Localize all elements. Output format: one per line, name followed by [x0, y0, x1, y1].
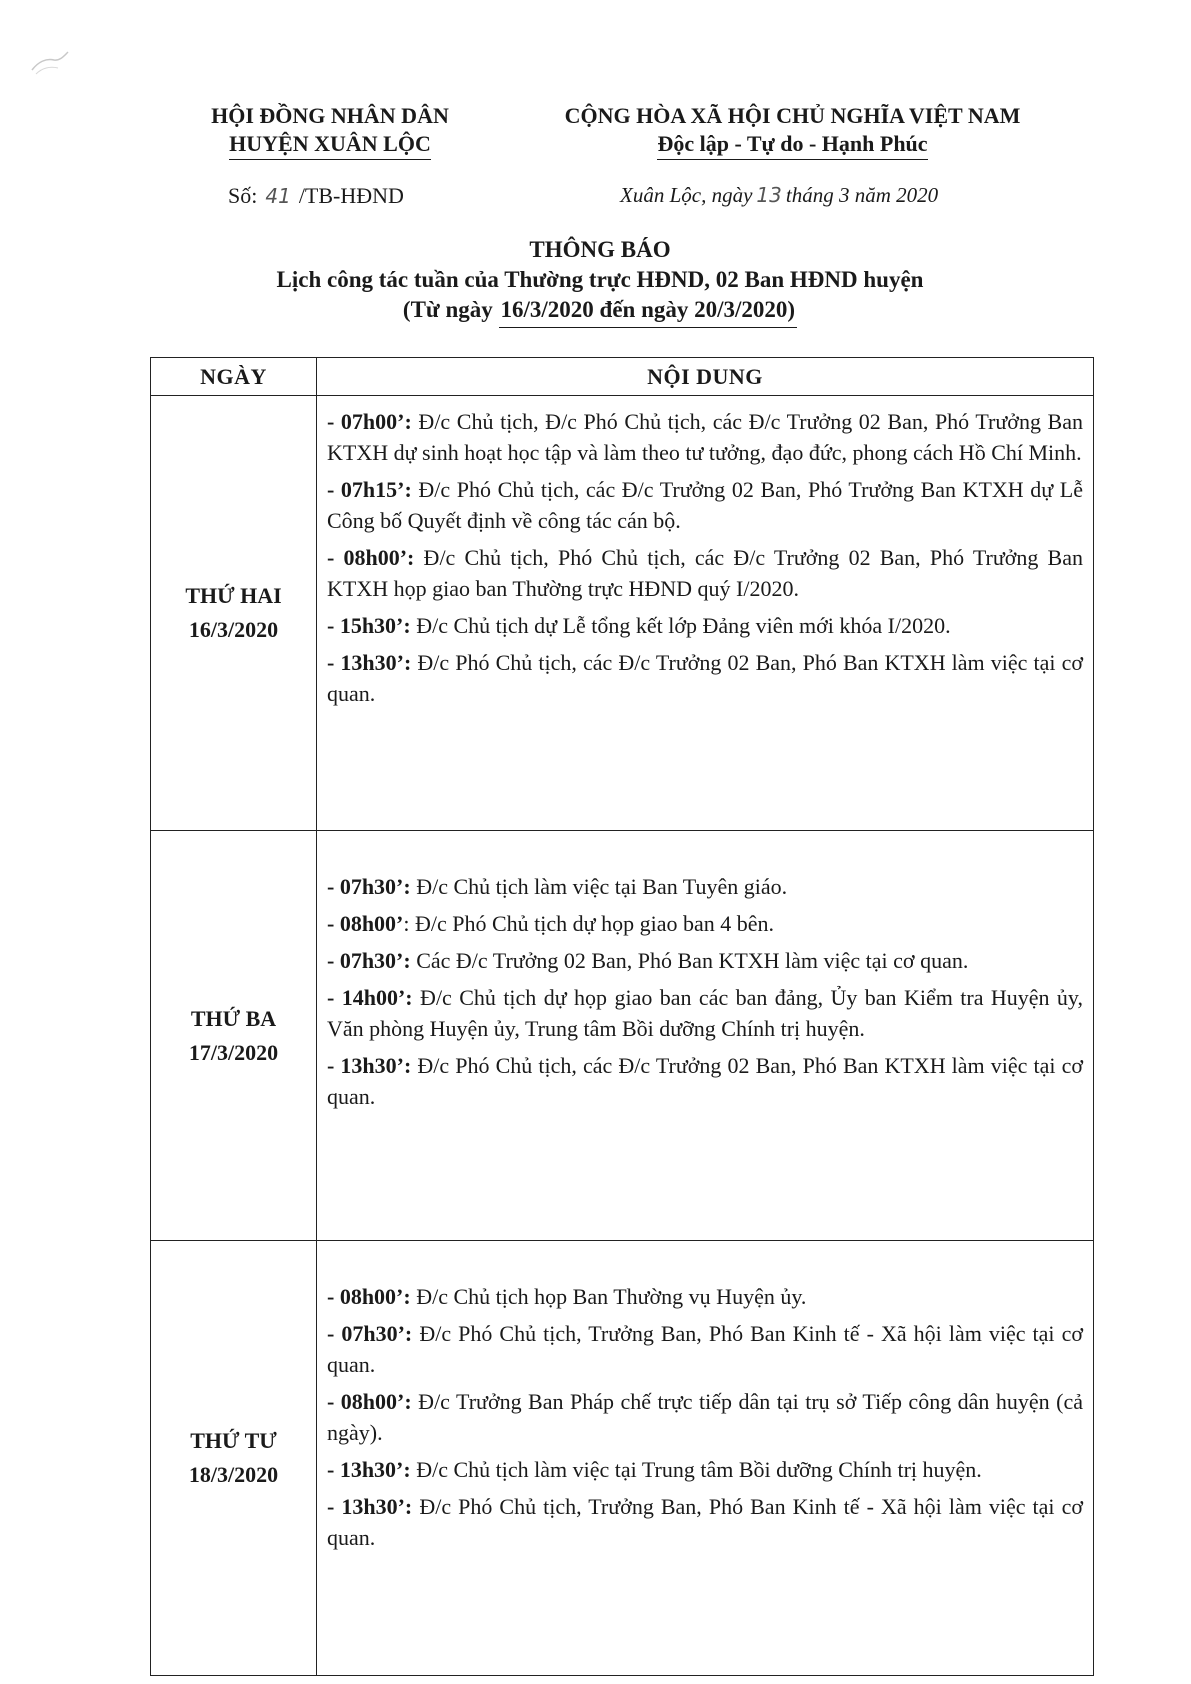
entry-text: Đ/c Chủ tịch làm việc tại Trung tâm Bồi dưỡng Chính trị huyện. [410, 1457, 982, 1482]
title-line2: Lịch công tác tuần của Thường trực HĐND, 02 Ban HĐND huyện [276, 267, 924, 292]
title-line3 [150, 295, 1050, 328]
title-line3-open: (Từ ngày [402, 297, 493, 322]
entry-time: - 13h30’: [327, 1457, 411, 1482]
title-line1: THÔNG BÁO [529, 237, 671, 262]
entry-text: Đ/c Chủ tịch dự Lễ tổng kết lớp Đảng viên mới khóa I/2020. [410, 613, 951, 638]
schedule-entry [327, 1318, 1083, 1380]
motto-line: Độc lập - Tự do - Hạnh Phúc [657, 130, 927, 160]
scan-smudge-icon [28, 48, 72, 78]
day-cell [151, 831, 317, 1241]
issuing-agency [185, 102, 475, 160]
weekday-label: THỨ TƯ [190, 1428, 277, 1453]
weekly-schedule-table [150, 357, 1094, 1676]
title-date-range: 16/3/2020 đến ngày 20/3/2020) [499, 295, 798, 328]
weekday-label: THỨ HAI [185, 583, 282, 608]
schedule-entry [327, 871, 1083, 902]
entry-time: - 08h00’: [327, 545, 415, 570]
content-cell [317, 1241, 1094, 1676]
schedule-entry [327, 1281, 1083, 1312]
entry-time: - 13h30’: [327, 1053, 412, 1078]
issue-date [620, 183, 938, 208]
header-day: NGÀY [151, 358, 317, 396]
entry-text: Đ/c Phó Chủ tịch, các Đ/c Trưởng 02 Ban, Phó Trưởng Ban KTXH dự Lễ Công bố Quyết định về công tác cán bộ. [327, 477, 1083, 533]
schedule-entry [327, 406, 1083, 468]
entry-text: Đ/c Phó Chủ tịch, các Đ/c Trưởng 02 Ban, Phó Ban KTXH làm việc tại cơ quan. [327, 1053, 1083, 1109]
date-prefix: Xuân Lộc, ngày [620, 183, 753, 207]
day-cell [151, 1241, 317, 1676]
table-header-row [151, 358, 1094, 396]
schedule-entry [327, 1050, 1083, 1112]
entry-time: - 15h30’: [327, 613, 411, 638]
schedule-entry [327, 982, 1083, 1044]
entry-time: - 08h00’: [327, 1284, 411, 1309]
weekday-label: THỨ BA [190, 1005, 277, 1031]
entry-time: - 07h30’: [327, 874, 411, 899]
schedule-entry [327, 908, 1083, 939]
table-row [151, 396, 1094, 831]
table-row [151, 1241, 1094, 1676]
notice-title [150, 235, 1050, 328]
day-cell [151, 396, 317, 831]
country-name: CỘNG HÒA XÃ HỘI CHỦ NGHĨA VIỆT NAM [564, 103, 1021, 128]
date-day-handwritten: 13 [756, 183, 782, 207]
weekday-date: 18/3/2020 [188, 1462, 279, 1487]
schedule-entry [327, 610, 1083, 641]
entry-text: Đ/c Chủ tịch làm việc tại Ban Tuyên giáo. [410, 874, 788, 899]
doc-number-suffix: /TB-HĐND [298, 183, 404, 208]
entry-text: Đ/c Chủ tịch họp Ban Thường vụ Huyện ủy. [410, 1284, 807, 1309]
schedule-entry [327, 542, 1083, 604]
entry-time: - 13h30’: [327, 1494, 413, 1519]
weekday-date: 16/3/2020 [188, 617, 279, 642]
schedule-entry [327, 945, 1083, 976]
header-content: NỘI DUNG [317, 358, 1094, 396]
table-row [151, 831, 1094, 1241]
date-suffix: tháng 3 năm 2020 [785, 183, 939, 207]
schedule-entry [327, 474, 1083, 536]
doc-number-prefix: Số: [228, 183, 258, 208]
schedule-entry [327, 647, 1083, 709]
entry-time: - 13h30’: [327, 650, 412, 675]
schedule-entry [327, 1386, 1083, 1448]
entry-time: - 07h30’: [327, 1321, 413, 1346]
entry-text: Đ/c Trưởng Ban Pháp chế trực tiếp dân tại trụ sở Tiếp công dân huyện (cả ngày). [327, 1389, 1084, 1445]
entry-time: - 07h30’: [327, 948, 411, 973]
entry-text: Đ/c Phó Chủ tịch, Trưởng Ban, Phó Ban Kinh tế - Xã hội làm việc tại cơ quan. [327, 1494, 1083, 1550]
entry-time: - 08h00’ [327, 911, 404, 936]
entry-text: Đ/c Chủ tịch, Phó Chủ tịch, các Đ/c Trưởng 02 Ban, Phó Trưởng Ban KTXH họp giao ban Thường trực HĐND quý I/2020. [327, 545, 1083, 601]
schedule-entry [327, 1491, 1083, 1553]
agency-name-line1: HỘI ĐỒNG NHÂN DÂN [211, 103, 449, 128]
content-cell [317, 396, 1094, 831]
document-number [228, 183, 404, 209]
entry-text: Đ/c Phó Chủ tịch, Trưởng Ban, Phó Ban Kinh tế - Xã hội làm việc tại cơ quan. [327, 1321, 1083, 1377]
entry-text: Các Đ/c Trưởng 02 Ban, Phó Ban KTXH làm việc tại cơ quan. [410, 948, 969, 973]
entry-text: Đ/c Phó Chủ tịch, các Đ/c Trưởng 02 Ban, Phó Ban KTXH làm việc tại cơ quan. [327, 650, 1083, 706]
doc-number-handwritten: 41 [265, 184, 291, 208]
national-motto [520, 102, 1065, 160]
entry-text: Đ/c Chủ tịch dự họp giao ban các ban đảng, Ủy ban Kiểm tra Huyện ủy, Văn phòng Huyện ủy, Trung tâm Bồi dưỡng Chính trị huyện. [327, 985, 1084, 1041]
entry-time: - 07h00’: [327, 409, 412, 434]
entry-text: Đ/c Chủ tịch, Đ/c Phó Chủ tịch, các Đ/c Trưởng 02 Ban, Phó Trưởng Ban KTXH dự sinh hoạt học tập và làm theo tư tưởng, đạo đức, phong cách Hồ Chí Minh. [327, 409, 1083, 465]
entry-text: : Đ/c Phó Chủ tịch dự họp giao ban 4 bên. [403, 911, 774, 936]
schedule-entry [327, 1454, 1083, 1485]
entry-time: - 07h15’: [327, 477, 412, 502]
agency-name-line2: HUYỆN XUÂN LỘC [229, 130, 431, 160]
entry-time: - 14h00’: [327, 985, 413, 1010]
entry-time: - 08h00’: [327, 1389, 412, 1414]
weekday-date: 17/3/2020 [188, 1039, 279, 1065]
content-cell [317, 831, 1094, 1241]
